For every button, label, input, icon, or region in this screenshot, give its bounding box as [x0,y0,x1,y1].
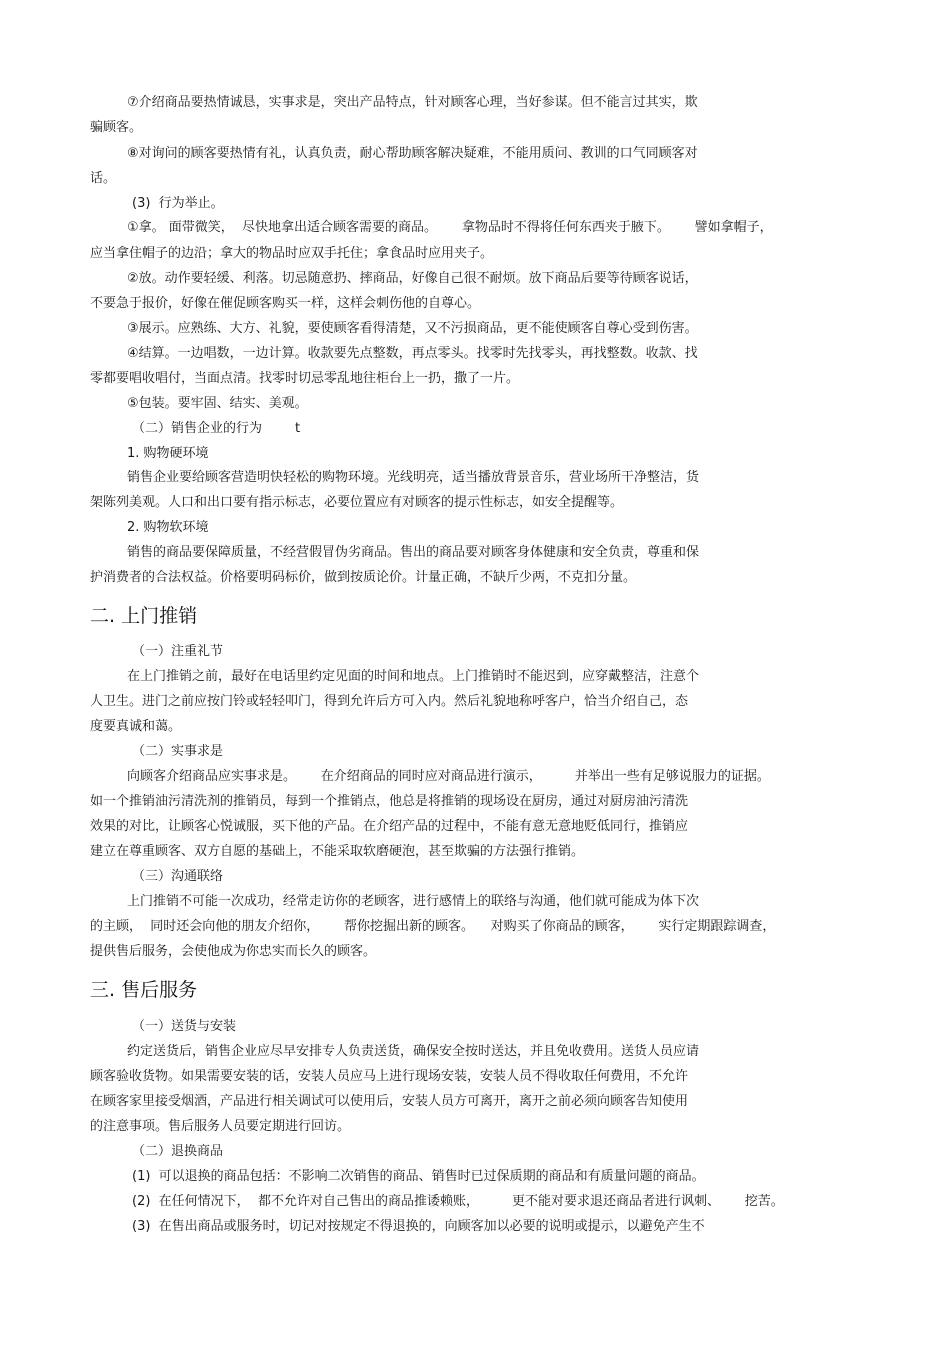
text-line: ④结算。一边唱数，一边计算。收款要先点整数，再点零头。找零时先找零头，再找整数。收款、找 [127,346,698,361]
sub-heading: 1. 购物硬环境 [127,446,209,461]
section-heading: （一）送货与安装 [132,1019,237,1034]
text-line: 话。 [90,171,117,186]
text-line: 零都要唱收唱付，当面点清。找零时切忌零乱地往柜台上一扔，撒了一片。 [90,371,520,386]
text-line: 在上门推销之前，最好在电话里约定见面的时间和地点。上门推销时不能迟到，应穿戴整洁，注意个 [127,669,700,684]
text-line: 如一个推销油污清洗剂的推销员，每到一个推销点，他总是将推销的现场设在厨房，通过对厨房油污清洗 [90,794,689,809]
text-line: 的主顾， 同时还会向他的朋友介绍你， 帮你挖掘出新的顾客。 对购买了你商品的顾客， 实行定期跟踪调查， [90,919,776,934]
text-line: 不要急于报价，好像在催促顾客购买一样，这样会刺伤他的自尊心。 [90,296,481,311]
section-heading: （三）沟通联络 [132,869,224,884]
text-line: 在顾客家里接受烟酒，产品进行相关调试可以使用后，安装人员方可离开，离开之前必须向顾客告知使用 [90,1094,689,1109]
text-line: 销售企业要给顾客营造明快轻松的购物环境。光线明亮，适当播放背景音乐，营业场所干净整洁，货 [127,470,700,485]
text-line: 销售的商品要保障质量，不经营假冒伪劣商品。售出的商品要对顾客身体健康和安全负责，尊重和保 [127,545,700,560]
section-heading: （二）实事求是 [132,744,224,759]
list-item: (3) 在售出商品或服务时，切记对按规定不得退换的，向顾客加以必要的说明或提示，以避免产生不 [132,1219,705,1234]
text-line: (3) 行为举止。 [132,196,224,211]
text-line: 骗顾客。 [90,120,143,135]
chapter-heading: 二. 上门推销 [90,605,198,627]
text-line: 顾客验收货物。如果需要安装的话，安装人员应马上进行现场安装，安装人员不得收取任何费用，不允许 [90,1069,689,1084]
text-line: 护消费者的合法权益。价格要明码标价，做到按质论价。计量正确，不缺斤少两，不克扣分量。 [90,570,637,585]
list-item: (1) 可以退换的商品包括：不影响二次销售的商品、销售时已过保质期的商品和有质量问题的商品。 [132,1169,705,1184]
text-line: 人卫生。进门之前应按门铃或轻轻叩门，得到允许后方可入内。然后礼貌地称呼客户，恰当介绍自己，态 [90,694,689,709]
chapter-heading: 三. 售后服务 [90,979,198,1001]
text-line: 约定送货后，销售企业应尽早安排专人负责送货，确保安全按时送达，并且免收费用。送货人员应请 [127,1044,700,1059]
text-line: 效果的对比，让顾客心悦诚服，买下他的产品。在介绍产品的过程中，不能有意无意地贬低同行，推销应 [90,819,689,834]
list-item: (2) 在任何情况下， 都不允许对自己售出的商品推诿赖账， 更不能对要求退还商品者进行讽刺、 挖苦。 [132,1194,784,1209]
text-line: ⑧对询问的顾客要热情有礼，认真负责，耐心帮助顾客解决疑难，不能用质问、教训的口气同顾客对 [127,146,698,161]
section-heading: （二）退换商品 [132,1144,224,1159]
text-line: 建立在尊重顾客、双方自愿的基础上，不能采取软磨硬泡，甚至欺骗的方法强行推销。 [90,844,585,859]
text-line: 上门推销不可能一次成功，经常走访你的老顾客，进行感情上的联络与沟通，他们就可能成为体下次 [127,894,700,909]
text-line: ⑦介绍商品要热情诚恳，实事求是，突出产品特点，针对顾客心理，当好参谋。但不能言过其实，欺 [127,95,698,110]
sub-heading: 2. 购物软环境 [127,520,209,535]
text-line: ③展示。应熟练、大方、礼貌，要使顾客看得清楚，又不污损商品，更不能使顾客自尊心受到伤害。 [127,321,698,336]
section-heading: （二）销售企业的行为 t [132,421,301,436]
text-line: ⑤包装。要牢固、结实、美观。 [127,396,308,411]
text-line: 提供售后服务，会使他成为你忠实而长久的顾客。 [90,944,377,959]
text-line: 应当拿住帽子的边沿；拿大的物品时应双手托住；拿食品时应用夹子。 [90,246,494,261]
text-line: 度要真诚和蔼。 [90,719,182,734]
text-line: ①拿。 面带微笑， 尽快地拿出适合顾客需要的商品。 拿物品时不得将任何东西夹于腋下。 譬如拿帽子， [127,220,773,235]
text-line: 架陈列美观。人口和出口要有指示标志，必要位置应有对顾客的提示性标志，如安全提醒等。 [90,495,624,510]
text-line: 的注意事项。售后服务人员要定期进行回访。 [90,1119,351,1134]
section-heading: （一）注重礼节 [132,644,224,659]
text-line: ②放。动作要轻缓、利落。切忌随意扔、摔商品，好像自己很不耐烦。放下商品后要等待顾客说话， [127,271,698,286]
text-line: 向顾客介绍商品应实事求是。 在介绍商品的同时应对商品进行演示， 并举出一些有足够说服力的证据。 [127,769,770,784]
